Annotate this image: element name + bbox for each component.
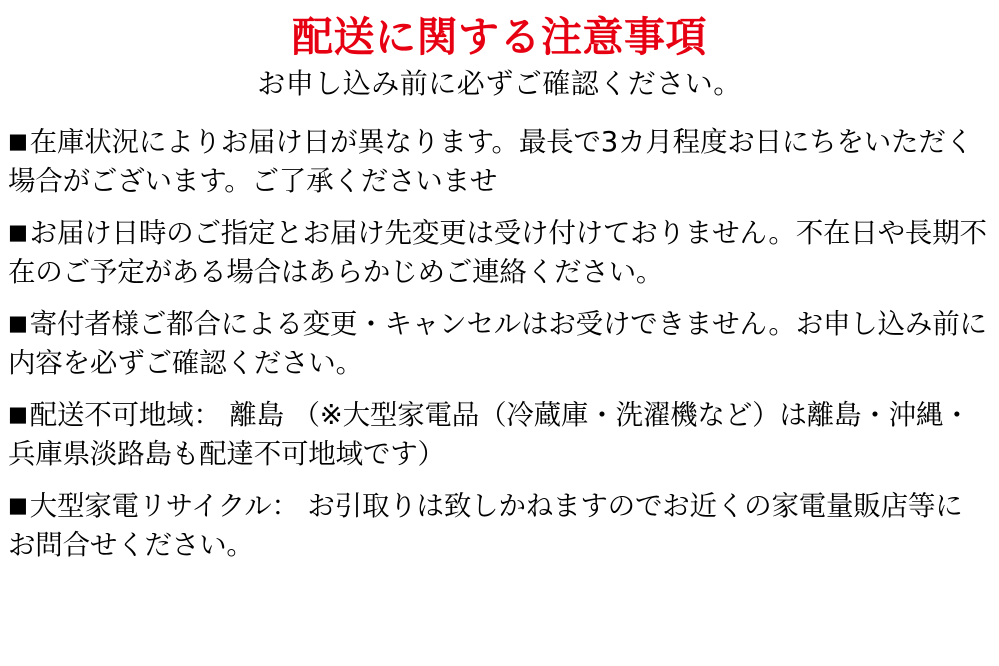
list-item-text: 大型家電リサイクル： お引取りは致しかねますのでお近くの家電量販店等にお問合せください。 <box>8 490 963 562</box>
list-item <box>8 487 987 565</box>
square-bullet-icon: ■ <box>8 128 28 153</box>
square-bullet-icon: ■ <box>8 219 28 244</box>
list-item-text: 寄付者様ご都合による変更・キャンセルはお受けできません。お申し込み前に内容を必ずご確認ください。 <box>8 307 987 379</box>
square-bullet-icon: ■ <box>8 493 28 518</box>
page-subtitle: お申し込み前に必ずご確認ください。 <box>257 67 742 101</box>
square-bullet-icon: ■ <box>8 310 28 335</box>
list-item <box>8 123 987 201</box>
list-item <box>8 214 987 292</box>
list-item-text: 配送不可地域： 離島 （※大型家電品（冷蔵庫・洗濯機など）は離島・沖縄・兵庫県淡路島も配達不可地域です） <box>8 399 971 471</box>
list-item-text: 在庫状況によりお届け日が異なります。最長で3カ月程度お日にちをいただく場合がございます。ご了承くださいませ <box>8 125 973 197</box>
list-item <box>8 305 987 383</box>
square-bullet-icon: ■ <box>8 402 28 427</box>
page-title: 配送に関する注意事項 <box>292 13 707 61</box>
notice-list <box>0 123 999 565</box>
list-item <box>8 396 987 474</box>
list-item-text: お届け日時のご指定とお届け先変更は受け付けておりません。不在日や長期不在のご予定がある場合はあらかじめご連絡ください。 <box>8 216 987 288</box>
